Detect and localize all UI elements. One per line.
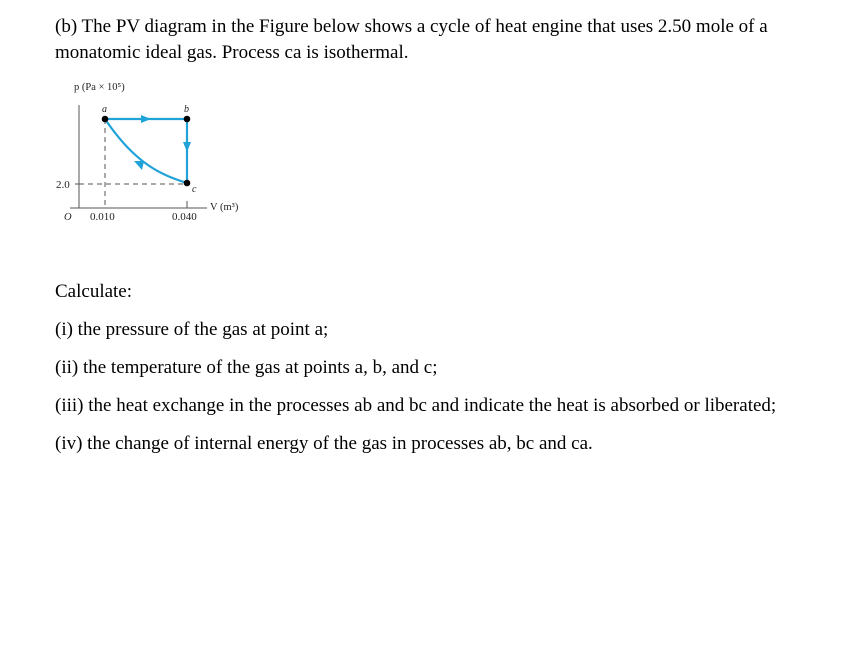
questions-section <box>55 280 815 470</box>
origin-label: O <box>64 212 72 223</box>
question-item: (iii) the heat exchange in the processes ab and bc and indicate the heat is absorbed or liberated; <box>55 395 777 416</box>
pv-diagram-svg <box>50 75 260 235</box>
arrow-bc <box>183 142 191 152</box>
arrow-ca <box>134 161 144 170</box>
process-ca-isotherm <box>105 119 187 183</box>
arrow-ab <box>141 115 151 123</box>
question-item: (ii) the temperature of the gas at points a, b, and c; <box>55 357 438 378</box>
pv-diagram <box>50 75 260 235</box>
point-c-dot <box>184 180 191 187</box>
point-a-label: a <box>102 104 107 115</box>
y-tick-label: 2.0 <box>56 179 70 191</box>
point-c-label: c <box>192 184 197 195</box>
x-tick-label-2: 0.040 <box>172 211 197 223</box>
point-b-dot <box>184 116 191 123</box>
problem-intro: (b) The PV diagram in the Figure below shows a cycle of heat engine that uses 2.50 mole of a monatomic ideal gas. Process ca is isothermal. <box>55 16 768 63</box>
point-b-label: b <box>184 104 189 115</box>
x-axis-label: V (m³) <box>210 202 239 213</box>
x-tick-label-1: 0.010 <box>90 211 115 223</box>
question-item: (iv) the change of internal energy of the gas in processes ab, bc and ca. <box>55 433 593 454</box>
y-axis-label: p (Pa × 10⁵) <box>74 82 125 93</box>
point-a-dot <box>102 116 109 123</box>
calculate-heading: Calculate: <box>55 281 133 302</box>
question-item: (i) the pressure of the gas at point a; <box>55 319 329 340</box>
